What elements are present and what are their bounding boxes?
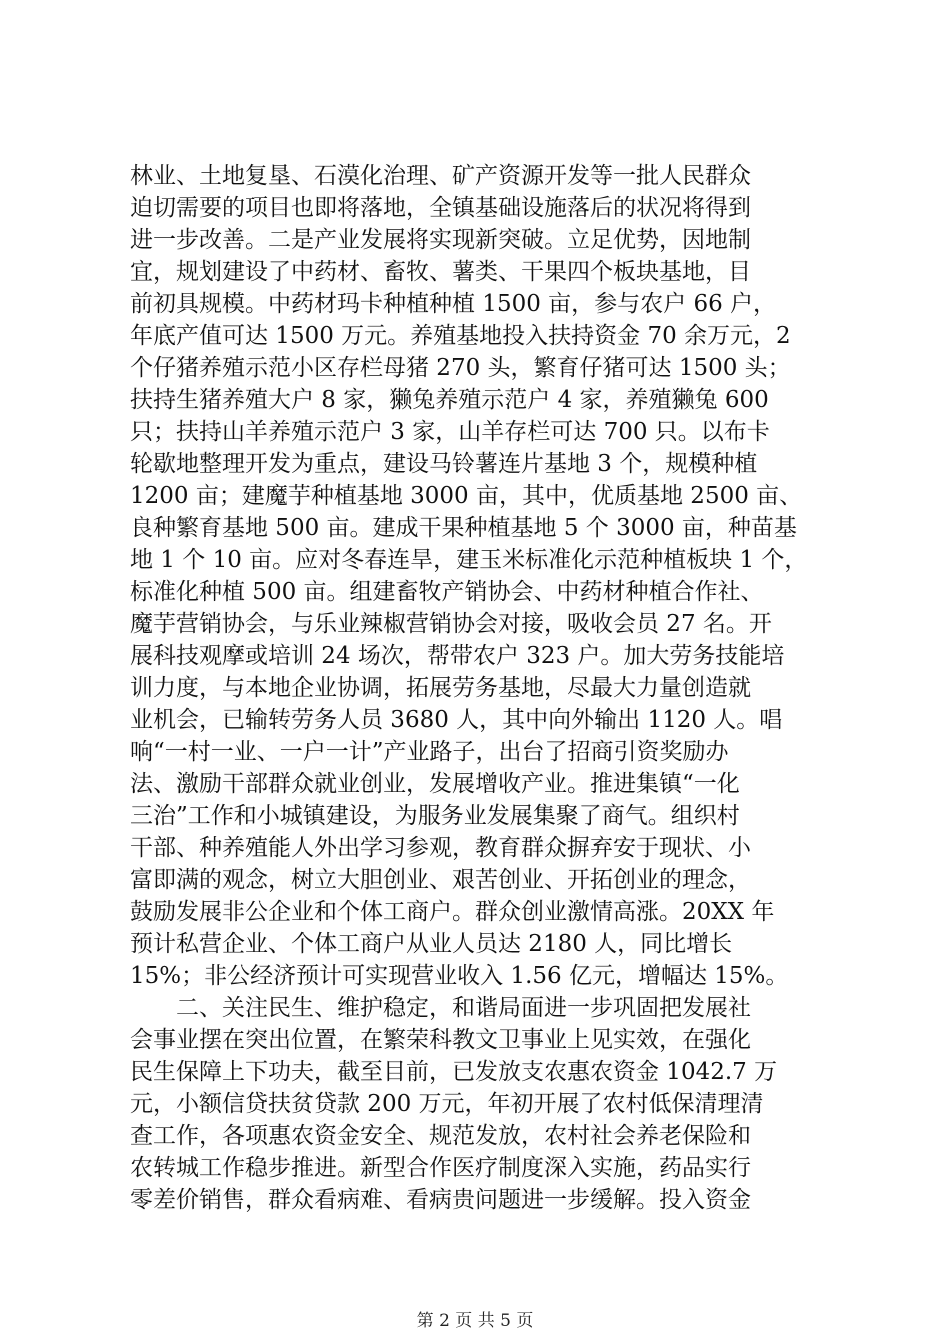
text-line: 查工作，各项惠农资金安全、规范发放，农村社会养老保险和 [130, 1123, 751, 1149]
text-line: 法、激励干部群众就业创业，发展增收产业。推进集镇“一化 [130, 771, 740, 797]
text-line: 响“一村一业、一户一计”产业路子，出台了招商引资奖励办 [130, 739, 729, 765]
text-line: 预计私营企业、个体工商户从业人员达 2180 人，同比增长 [130, 931, 733, 957]
text-line: 林业、土地复垦、石漠化治理、矿产资源开发等一批人民群众 [130, 163, 751, 189]
text-line: 零差价销售，群众看病难、看病贵问题进一步缓解。投入资金 [130, 1187, 751, 1213]
text-line: 魔芋营销协会，与乐业辣椒营销协会对接，吸收会员 27 名。开 [130, 611, 772, 637]
text-line: 进一步改善。二是产业发展将实现新突破。立足优势，因地制 [130, 227, 751, 253]
text-line: 宜，规划建设了中药材、畜牧、薯类、干果四个板块基地，目 [130, 259, 751, 285]
text-line: 三治”工作和小城镇建设，为服务业发展集聚了商气。组织村 [130, 803, 740, 829]
text-line: 展科技观摩或培训 24 场次，帮带农户 323 户。加大劳务技能培 [130, 643, 785, 669]
text-line: 元，小额信贷扶贫贷款 200 万元，年初开展了农村低保清理清 [130, 1091, 764, 1117]
text-line: 会事业摆在突出位置，在繁荣科教文卫事业上见实效，在强化 [130, 1027, 751, 1053]
text-line: 地 1 个 10 亩。应对冬春连旱，建玉米标准化示范种植板块 1 个， [130, 547, 808, 573]
text-line: 轮歇地整理开发为重点，建设马铃薯连片基地 3 个，规模种植 [130, 451, 758, 477]
text-line: 良种繁育基地 500 亩。建成干果种植基地 5 个 3000 亩，种苗基 [130, 515, 797, 541]
document-body-text [130, 160, 830, 1216]
text-line: 15%；非公经济预计可实现营业收入 1.56 亿元，增幅达 15%。 [130, 963, 789, 989]
text-line: 只；扶持山羊养殖示范户 3 家，山羊存栏可达 700 只。以布卡 [130, 419, 770, 445]
text-line: 农转城工作稳步推进。新型合作医疗制度深入实施，药品实行 [130, 1155, 751, 1181]
text-line: 二、关注民生、维护稳定，和谐局面进一步巩固把发展社 [176, 995, 751, 1021]
text-line: 扶持生猪养殖大户 8 家，獭兔养殖示范户 4 家，养殖獭兔 600 [130, 387, 769, 413]
text-line: 个仔猪养殖示范小区存栏母猪 270 头，繁育仔猪可达 1500 头； [130, 355, 791, 381]
text-line: 业机会，已输转劳务人员 3680 人，其中向外输出 1120 人。唱 [130, 707, 783, 733]
text-line: 民生保障上下功夫，截至目前，已发放支农惠农资金 1042.7 万 [130, 1059, 778, 1085]
text-line: 干部、种养殖能人外出学习参观，教育群众摒弃安于现状、小 [130, 835, 751, 861]
text-line: 训力度，与本地企业协调，拓展劳务基地，尽最大力量创造就 [130, 675, 751, 701]
text-line: 富即满的观念，树立大胆创业、艰苦创业、开拓创业的理念， [130, 867, 751, 893]
text-line: 前初具规模。中药材玛卡种植种植 1500 亩，参与农户 66 户， [130, 291, 777, 317]
text-line: 鼓励发展非公企业和个体工商户。群众创业激情高涨。20XX 年 [130, 899, 775, 925]
text-line: 1200 亩；建魔芋种植基地 3000 亩，其中，优质基地 2500 亩、 [130, 483, 803, 509]
text-line: 标准化种植 500 亩。组建畜牧产销协会、中药材种植合作社、 [130, 579, 764, 605]
text-line: 迫切需要的项目也即将落地，全镇基础设施落后的状况将得到 [130, 195, 751, 221]
page-footer: 第 2 页 共 5 页 [416, 1311, 534, 1331]
text-line: 年底产值可达 1500 万元。养殖基地投入扶持资金 70 余万元，2 [130, 323, 791, 349]
